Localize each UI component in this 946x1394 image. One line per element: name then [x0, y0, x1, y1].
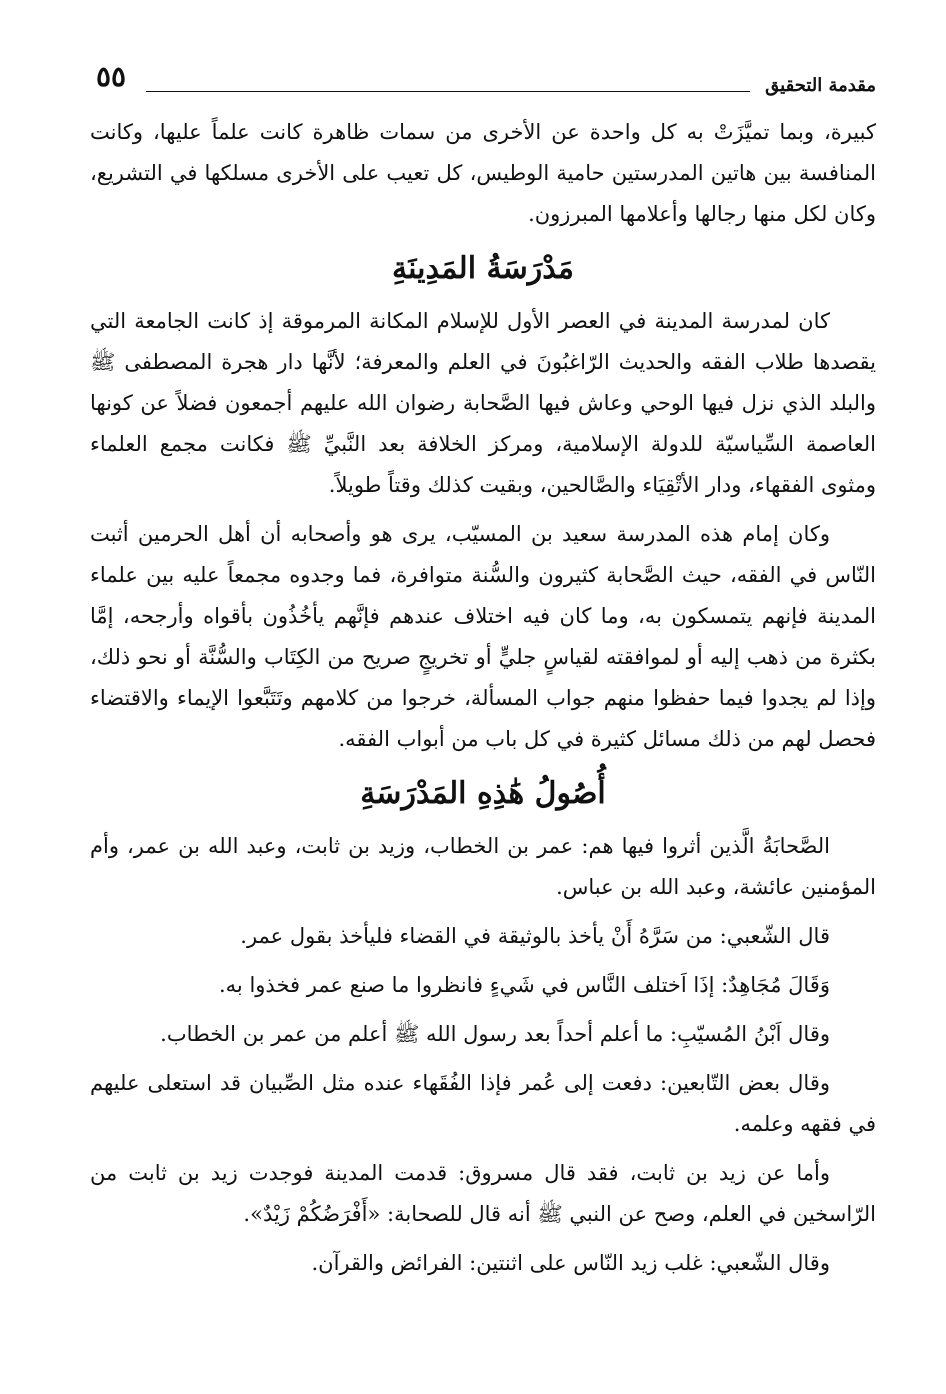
- quote-mujahid: وَقَالَ مُجَاهِدٌ: إذَا اَختلف النَّاس في شَيءٍ فانظروا ما صنع عمر فخذوا به.: [219, 973, 830, 997]
- paragraph-medina-status: كان لمدرسة المدينة في العصر الأول للإسلام المكانة المرموقة إذ كانت الجامعة التي يقصدها طلاب الفقه والحديث الرّاغبُونَ في العلم والمعرفة؛ لأنَّها دار هجرة المصطفى ﷺ والبلد الذي نزل فيها الوحي وعاش فيها الصَّحابة رضوان الله عليهم أجمعون فضلاً عن كونها العاصمة السِّياسيّة للدولة الإسلامية، ومركز الخلافة بعد النَّبيِّ ﷺ فكانت مجمع العلماء ومثوى الفقهاء، ودار الأتْقِيَاء والصَّالحين، وبقيت كذلك وقتاً طويلاً.: [90, 309, 876, 497]
- quote-shabi-umar: قال الشّعبي: من سَرَّهُ أَنْ يأخذ بالوثيقة في القضاء فليأخذ بقول عمر.: [240, 924, 830, 948]
- quote-ibn-musayyib: وقال اَبْنُ المُسيّبِ: ما أعلم أحداً بعد رسول الله ﷺ أعلم من عمر بن الخطاب.: [160, 1022, 830, 1046]
- page-number: ٥٥: [96, 60, 127, 93]
- paragraph-intro: كبيرة، وبما تميَّزَتْ به كل واحدة عن الأخرى من سمات ظاهرة كانت علماً عليها، وكانت المنافسة بين هاتين المدرستين حامية الوطيس، كل تعيب على الأخرى مسلكها في التشريع، وكان لكل منها رجالها وأعلامها المبرزون.: [90, 120, 876, 226]
- paragraph-zayd: وأما عن زيد بن ثابت، فقد قال مسروق: قدمت المدينة فوجدت زيد بن ثابت من الرّاسخين في العلم، وصح عن النبي ﷺ أنه قال للصحابة: «أَفْرَضُكُمْ زَيْدٌ».: [90, 1161, 876, 1226]
- paragraph-companions: الصَّحابَةُ الَّذين أثروا فيها هم: عمر بن الخطاب، وزيد بن ثابت، وعبد الله بن عمر، وأم المؤمنين عائشة، وعبد الله بن عباس.: [90, 834, 876, 899]
- running-title: مقدمة التحقيق: [765, 75, 876, 96]
- quote-shabi-zayd: وقال الشّعبي: غلب زيد النّاس على اثنتين: الفرائض والقرآن.: [311, 1251, 830, 1275]
- header-rule: [146, 91, 750, 92]
- running-header: [90, 56, 876, 104]
- quote-tabiin: وقال بعض التّابعين: دفعت إلى عُمر فإذا الفُقَهاء عنده مثل الصِّبيان قد استعلى عليهم في فقهه وعلمه.: [90, 1071, 876, 1136]
- section-heading-medina-school: مَدْرَسَةُ المَدِينَةِ: [391, 251, 575, 286]
- section-heading-school-foundations: أُصُولُ هَٰذِهِ المَدْرَسَةِ: [360, 776, 606, 811]
- document-page: [90, 56, 876, 1292]
- paragraph-medina-imam: وكان إمام هذه المدرسة سعيد بن المسيّب، يرى هو وأصحابه أن أهل الحرمين أثبت النّاس في الفقه، حيث الصَّحابة كثيرون والسُّنة متوافرة، فما وجدوه مجمعاً عليه بين علماء المدينة فإنهم يتمسكون به، وما كان فيه اختلاف عندهم فإنَّهم يأخُذُون بأقواه وأرجحه، إمَّا بكثرة من ذهب إليه أو لموافقته لقياسٍ جليٍّ أو تخريجٍ صريح من الكِتَاب والسُّنَّة أو نحو ذلك، وإذا لم يجدوا فيما حفظوا منهم جواب المسألة، خرجوا من كلامهم وتَتَبَّعوا الإيماء والاقتضاء فحصل لهم من ذلك مسائل كثيرة في كل باب من أبواب الفقه.: [90, 522, 876, 751]
